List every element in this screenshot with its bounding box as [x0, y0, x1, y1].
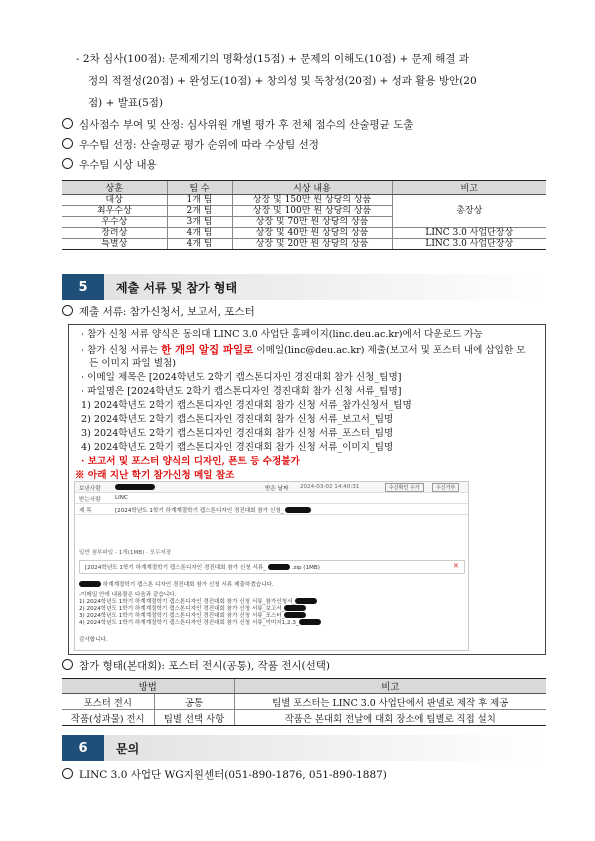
section-6-header: [62, 735, 546, 761]
info-line: · 참가 신청 서류는 한 개의 알집 파일로 이메일(linc@deu.ac.kr) 제출(보고서 및 포스터 내에 삽입한 모: [81, 344, 526, 356]
awards-header-row: [62, 181, 546, 195]
section-title: 제출 서류 및 참가 형태: [104, 274, 546, 300]
eval-criteria-line-1: - 2차 심사(100점): 문제제기의 명확성(15점) + 문제의 이해도(10점) + 문제 해결 과: [76, 53, 469, 65]
mail-body-line: 3) 2024학년도 1학기 하계계절학기 캡스톤디자인 경진대회 참가 신청 서류_포스터_: [79, 611, 306, 619]
info-line: 든 이미지 파일 별첨): [89, 358, 177, 369]
eval-criteria-line-3: 점) + 발표(5점): [88, 97, 164, 109]
mail-body-line: -이메일 안에 내용물은 다음과 같습니다.: [79, 592, 177, 598]
reference-note: ※ 아래 지난 학기 참가신청 메일 참조: [75, 470, 235, 481]
circle-bullet-icon: [62, 659, 73, 670]
block-sender-button[interactable]: 수신거부: [432, 483, 459, 492]
attachment-file[interactable]: [2024학년도 1학기 하계계절학기 캡스톤디자인 경진대회 참가 신청 서류_ .zip (1MB): [85, 565, 320, 571]
recipient-label: 받는사람: [79, 497, 101, 503]
info-line: 3) 2024학년도 2학기 캡스톤디자인 경진대회 참가 신청 서류_포스터_팀명: [81, 428, 394, 439]
table-row: 최우수상 2개 팀 상장 및 100만 원 상당의 상품: [62, 206, 546, 217]
mail-body-line: 1) 2024학년도 1학기 하계계절학기 캡스톤디자인 경진대회 참가 신청 서류_참가신청서_: [79, 597, 317, 605]
bullet-contact: LINC 3.0 사업단 WG지원센터(051-890-1876, 051-890-1887): [62, 768, 387, 782]
remove-attachment-icon[interactable]: ✕: [453, 562, 459, 570]
merged-note-cell: 총장상: [392, 195, 546, 228]
section-5-header: [62, 274, 546, 300]
eval-criteria-line-2: 정의 적절성(20점) + 완성도(10점) + 창의성 및 독창성(20점) + 성과 활용 방안(20: [88, 75, 477, 87]
section-title: 문의: [104, 735, 546, 761]
redaction: [268, 564, 290, 570]
circle-bullet-icon: [62, 305, 73, 316]
save-all-link[interactable]: 모두저장: [149, 550, 172, 556]
mail-body-line: 4) 2024학년도 1학기 하계계절학기 캡스톤디자인 경진대회 참가 신청 서류_이미지1,2,3_: [79, 618, 321, 626]
mail-body-line: 감사합니다.: [79, 637, 108, 643]
date-value: 2024-03-02 14:40:31: [300, 484, 360, 490]
bullet-selection: 우수팀 선정: 산술평균 평가 순위에 따라 수상팀 선정: [62, 138, 319, 152]
info-line: · 참가 신청 서류 양식은 동의대 LINC 3.0 사업단 홈페이지(linc.deu.ac.kr)에서 다운로드 가능: [81, 329, 483, 340]
circle-bullet-icon: [62, 158, 73, 169]
header-note: 비고: [392, 181, 546, 195]
attachment-header: 일반 첨부파일 - 1개(1MB) · 모두저장: [79, 550, 172, 556]
redaction: [115, 484, 155, 490]
bullet-participation: 참가 형태(본대회): 포스터 전시(공통), 작품 전시(선택): [62, 659, 330, 673]
header-team-count: 팀 수: [167, 181, 232, 195]
circle-bullet-icon: [62, 138, 73, 149]
info-line: · 파일명은 [2024학년도 2학기 캡스톤디자인 경진대회 참가 신청 서류_팀명]: [81, 386, 402, 397]
info-line: 4) 2024학년도 2학기 캡스톤디자인 경진대회 참가 신청 서류_이미지_팀명: [81, 442, 394, 453]
section-number: 6: [62, 735, 104, 761]
circle-bullet-icon: [62, 118, 73, 129]
table-row: 우수상 3개 팀 상장 및 70만 원 상당의 상품: [62, 217, 546, 228]
participation-method-table: [62, 678, 546, 726]
redaction: [285, 507, 311, 513]
table-row: 포스터 전시 공통 팀별 포스터는 LINC 3.0 사업단에서 판넬로 제작 후 제공: [62, 694, 546, 710]
awards-table: [62, 180, 546, 250]
section-number: 5: [62, 274, 104, 300]
sender-label: 보낸사람: [79, 486, 101, 492]
mail-body-line: 2) 2024학년도 1학기 하계계절학기 캡스톤디자인 경진대회 참가 신청 서류_보고서_: [79, 604, 306, 612]
header-note: 비고: [234, 679, 546, 694]
read-receipt-button[interactable]: 수신확인 수가: [385, 483, 424, 492]
method-header-row: [62, 679, 546, 694]
table-row: 대상 1개 팀 상장 및 150만 원 상당의 상품 총장상: [62, 195, 546, 206]
subject-value: [2024학년도 1학기 하계계절학기 캡스톤디자인 경진대회 참가 신청_: [115, 506, 311, 514]
table-row: 특별상 4개 팀 상장 및 20만 원 상당의 상품 LINC 3.0 사업단장상: [62, 239, 546, 250]
mail-recipient-row: [75, 493, 469, 504]
redaction: [299, 619, 321, 625]
date-label: 받은 날짜: [265, 486, 289, 492]
warning-line: · 보고서 및 포스터 양식의 디자인, 폰트 등 수정불가: [81, 456, 300, 467]
mail-body-line: 하계계절학기 캡스톤 디자인 경진대회 참가 신청 서류 제출하겠습니다.: [79, 580, 274, 588]
table-row: 장려상 4개 팀 상장 및 40만 원 상당의 상품 LINC 3.0 사업단장상: [62, 228, 546, 239]
header-award: 상훈: [62, 181, 167, 195]
header-method: 방법: [62, 679, 234, 694]
highlight-zip-file: 한 개의 알집 파일로: [161, 344, 254, 356]
mail-screenshot: [74, 481, 469, 651]
bullet-documents: 제출 서류: 참가신청서, 보고서, 포스터: [62, 305, 255, 319]
sender-value: [115, 484, 155, 491]
info-line: 1) 2024학년도 2학기 캡스톤디자인 경진대회 참가 신청 서류_참가신청서_팀명: [81, 400, 412, 411]
info-line: · 이메일 제목은 [2024학년도 2학기 캡스톤디자인 경진대회 참가 신청_팀명]: [81, 372, 402, 383]
info-line: 2) 2024학년도 2학기 캡스톤디자인 경진대회 참가 신청 서류_보고서_팀명: [81, 414, 394, 425]
subject-label: 제 목: [79, 508, 92, 514]
header-award-content: 시상 내용: [232, 181, 392, 195]
circle-bullet-icon: [62, 768, 73, 779]
bullet-score: 심사점수 부여 및 산정: 심사위원 개별 평가 후 전체 점수의 산술평균 도출: [62, 118, 413, 132]
bullet-awards: 우수팀 시상 내용: [62, 158, 157, 172]
redaction: [79, 581, 101, 587]
recipient-value: LINC: [115, 495, 128, 501]
table-row: 작품(성과물) 전시 팀별 선택 사항 작품은 본대회 전날에 대회 장소에 팀별로 직접 설치: [62, 710, 546, 726]
